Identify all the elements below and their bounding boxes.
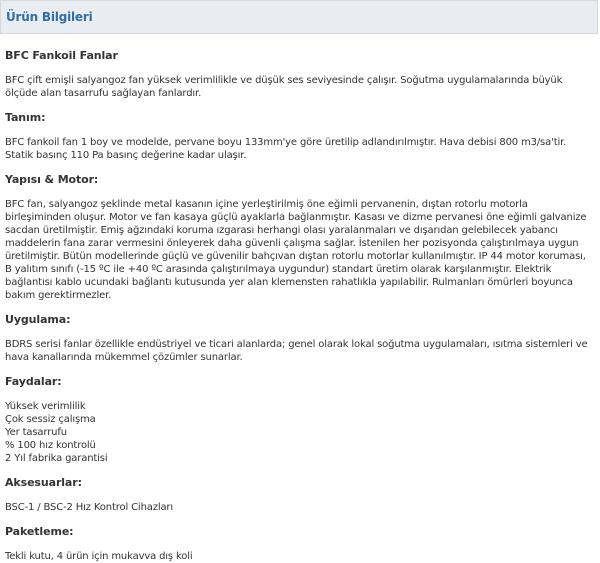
benefits-list (5, 400, 593, 465)
tab-header[interactable] (0, 0, 598, 34)
benefits-heading: Faydalar: (5, 375, 62, 388)
packaging-text: Tekli kutu, 4 ürün için mukavva dış koli (5, 551, 193, 562)
list-item: Yüksek verimlilik (5, 401, 86, 412)
list-item: 2 Yıl fabrika garantisi (5, 453, 108, 464)
tab-title[interactable]: Ürün Bilgileri (6, 10, 93, 24)
accessories-text: BSC-1 / BSC-2 Hız Kontrol Cihazları (5, 502, 174, 513)
definition-heading: Tanım: (5, 111, 46, 124)
packaging-heading: Paketleme: (5, 525, 74, 538)
product-title-heading: BFC Fankoil Fanlar (5, 49, 118, 62)
product-summary: BFC çift emişli salyangoz fan yüksek verimlilikle ve düşük ses seviyesinde çalışır. Soğutma uygulamalarında büyük ölçüde alan tasarrufu sağlayan fanlardır. (5, 75, 563, 99)
list-item: Çok sessiz çalışma (5, 414, 96, 425)
list-item: Yer tasarrufu (5, 427, 67, 438)
definition-text: BFC fankoil fan 1 boy ve modelde, pervane boyu 133mm'ye göre üretilip adlandırılmıştır. Hava debisi 800 m3/sa'tir. Statik basınç 110 Pa basınç değerine kadar ulaşır. (5, 137, 567, 161)
application-heading: Uygulama: (5, 313, 71, 326)
structure-text: BFC fan, salyangoz şeklinde metal kasanın içine yerleştirilmiş öne eğimli pervanenin, dıştan rotorlu motorla birleşiminden oluşur. Motor ve fan kasaya güçlü ayaklarla bağlanmıştır. Kasası ve dizme pervanesi öne eğimli galvanize sacdan üretilmiştir. Emiş ağzındaki koruma ızgarası herhangi olası yaralanmaları ve dışarıdan gelebilecek yabancı maddelerin fana zarar vermesini önleyerek daha güvenli çalışma sağlar. İstenilen her pozisyonda çalıştırılmaya uygun üretilmiştir. Bütün modellerinde güçlü ve güvenilir bahçıvan dıştan rotorlu motorlar kullanılmıştır. IP 44 motor koruması, B yalıtım sınıfı (-15 ºC ile +40 ºC arasında çalıştırılmaya uygundur) standart üretim olarak karşılanmıştır. Elektrik bağlantısı kablo ucundaki bağlantı kutusunda yer alan klemensten rahatlıkla yapılabilir. Rulmanları ömürleri boyunca bakım gerektirmezler. (5, 199, 587, 301)
structure-heading: Yapısı & Motor: (5, 173, 99, 186)
product-description (5, 49, 593, 563)
application-text: BDRS serisi fanlar özellikle endüstriyel ve ticari alanlarda; genel olarak lokal soğutma uygulamaları, ısıtma sistemleri ve hava kanallarında mükemmel çözümler sunarlar. (5, 339, 588, 363)
list-item: % 100 hız kontrolü (5, 440, 96, 451)
accessories-heading: Aksesuarlar: (5, 476, 82, 489)
